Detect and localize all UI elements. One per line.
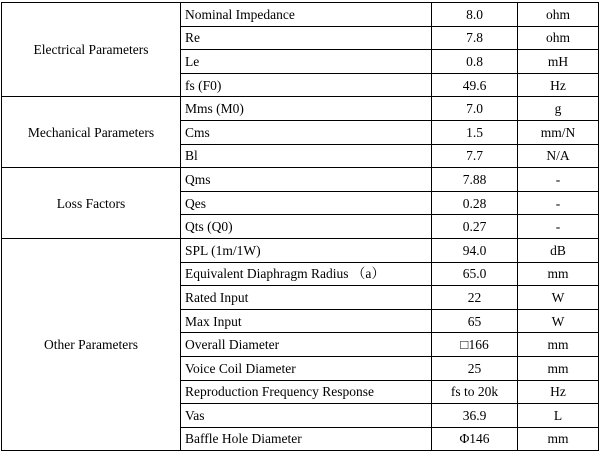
param-name: Le	[181, 50, 432, 74]
param-name: Voice Coil Diameter	[181, 356, 432, 380]
table-row	[2, 168, 599, 192]
param-name: Baffle Hole Diameter	[181, 427, 432, 451]
param-unit: -	[518, 191, 599, 215]
param-name: Qes	[181, 191, 432, 215]
param-name: SPL (1m/1W)	[181, 238, 432, 262]
param-unit: W	[518, 286, 599, 310]
param-unit: mH	[518, 50, 599, 74]
param-value: 36.9	[432, 404, 518, 428]
param-name: Cms	[181, 120, 432, 144]
group-label: Other Parameters	[2, 238, 181, 450]
param-unit: mm	[518, 427, 599, 451]
param-value: 94.0	[432, 238, 518, 262]
param-name: Qts (Q0)	[181, 215, 432, 239]
param-value: 65	[432, 309, 518, 333]
speaker-spec-table	[1, 2, 599, 451]
param-value: fs to 20k	[432, 380, 518, 404]
param-value: 65.0	[432, 262, 518, 286]
param-unit: mm	[518, 262, 599, 286]
spec-table-container	[1, 2, 599, 451]
param-unit: Hz	[518, 73, 599, 97]
param-unit: -	[518, 168, 599, 192]
param-name: Re	[181, 26, 432, 50]
param-value: 0.8	[432, 50, 518, 74]
param-unit: mm/N	[518, 120, 599, 144]
group-label: Loss Factors	[2, 168, 181, 239]
param-unit: -	[518, 215, 599, 239]
param-name: Overall Diameter	[181, 333, 432, 357]
param-value: 7.7	[432, 144, 518, 168]
group-label: Mechanical Parameters	[2, 97, 181, 168]
param-unit: ohm	[518, 26, 599, 50]
param-unit: mm	[518, 356, 599, 380]
param-unit: N/A	[518, 144, 599, 168]
param-unit: dB	[518, 238, 599, 262]
param-unit: ohm	[518, 3, 599, 27]
param-value: 0.28	[432, 191, 518, 215]
param-value: 7.8	[432, 26, 518, 50]
param-value: □166	[432, 333, 518, 357]
table-row	[2, 3, 599, 27]
param-unit: mm	[518, 333, 599, 357]
table-row	[2, 97, 599, 121]
param-unit: Hz	[518, 380, 599, 404]
param-value: 25	[432, 356, 518, 380]
spec-table-body	[2, 3, 599, 451]
param-value: 0.27	[432, 215, 518, 239]
param-value: 7.0	[432, 97, 518, 121]
param-value: 49.6	[432, 73, 518, 97]
param-name: Rated Input	[181, 286, 432, 310]
param-value: 22	[432, 286, 518, 310]
param-value: 1.5	[432, 120, 518, 144]
param-value: 8.0	[432, 3, 518, 27]
param-name: Equivalent Diaphragm Radius （a）	[181, 262, 432, 286]
param-unit: W	[518, 309, 599, 333]
param-name: Max Input	[181, 309, 432, 333]
param-value: 7.88	[432, 168, 518, 192]
param-name: Mms (M0)	[181, 97, 432, 121]
param-name: Bl	[181, 144, 432, 168]
param-value: Φ146	[432, 427, 518, 451]
param-name: Qms	[181, 168, 432, 192]
param-name: Vas	[181, 404, 432, 428]
table-row	[2, 238, 599, 262]
param-unit: L	[518, 404, 599, 428]
param-unit: g	[518, 97, 599, 121]
param-name: fs (F0)	[181, 73, 432, 97]
param-name: Nominal Impedance	[181, 3, 432, 27]
group-label: Electrical Parameters	[2, 3, 181, 97]
param-name: Reproduction Frequency Response	[181, 380, 432, 404]
